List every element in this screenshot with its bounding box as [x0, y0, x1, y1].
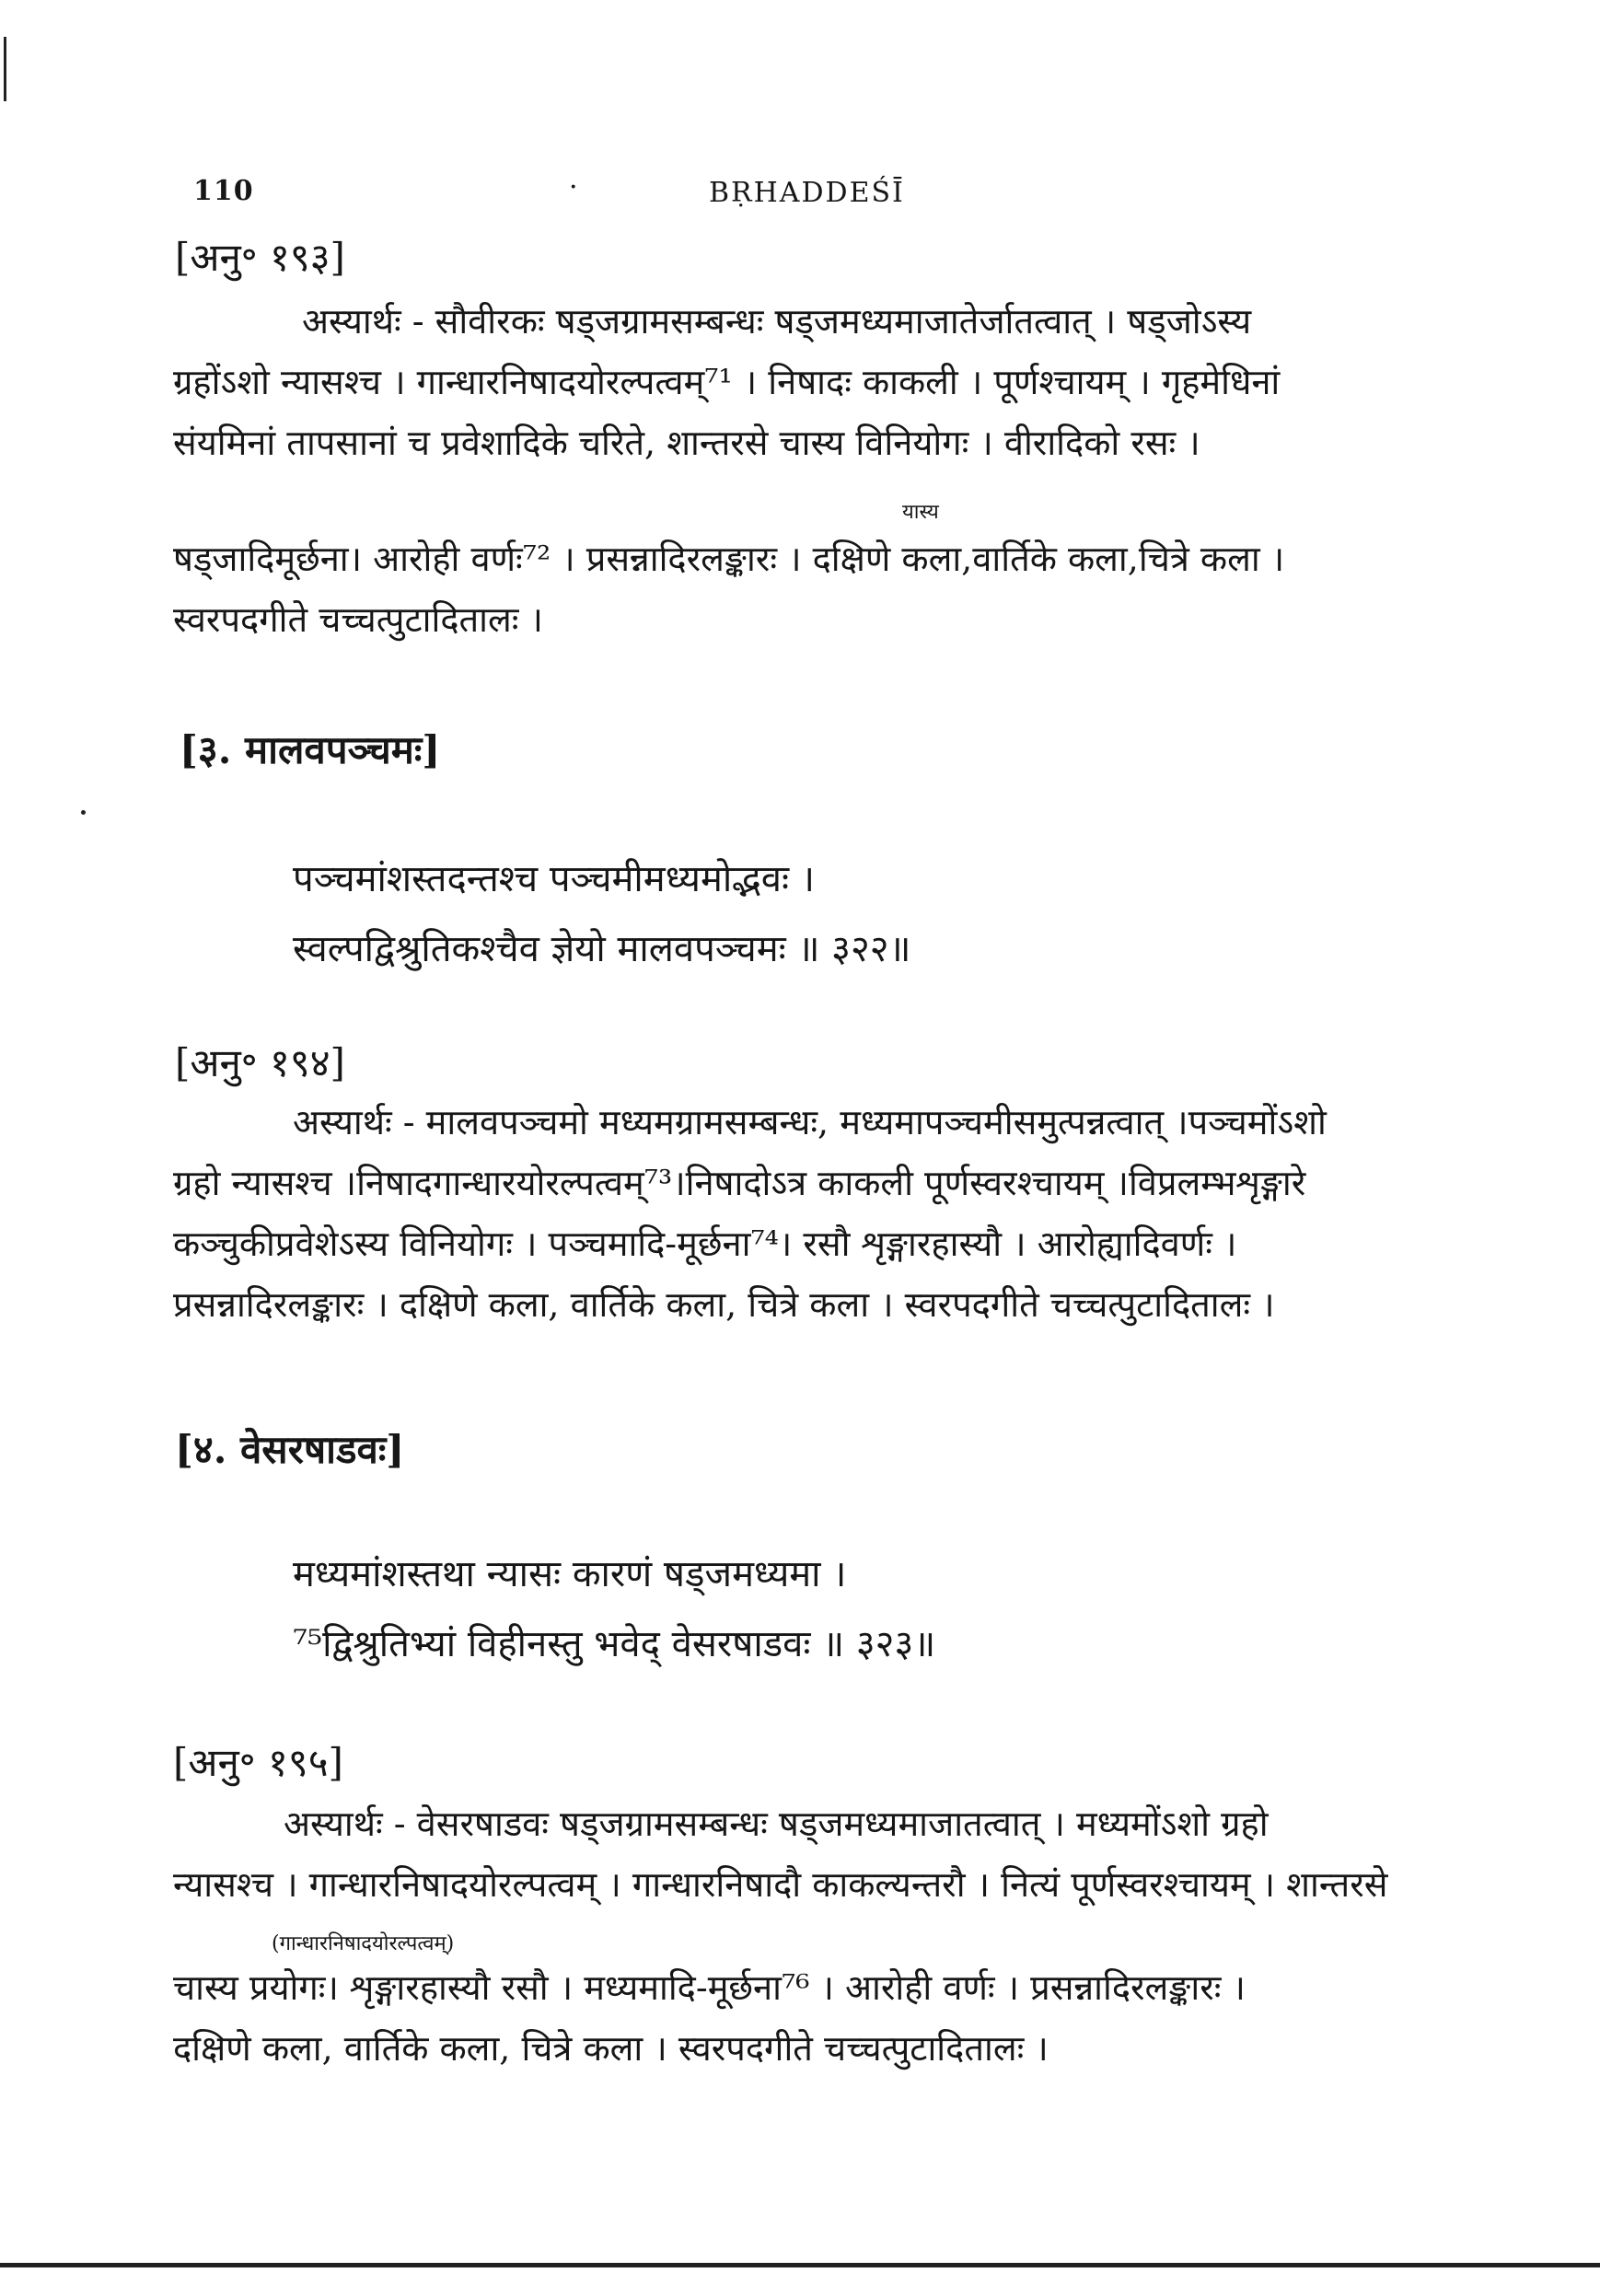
verse-line: मध्यमांशस्तथा न्यासः कारणं षड्जमध्यमा ।: [293, 1553, 847, 1595]
running-title: BṚHADDEŚĪ: [709, 177, 905, 209]
section-heading: [४. वेसरषाडवः]: [175, 1427, 405, 1472]
page-number: 110: [193, 175, 254, 207]
commentary-paragraph: [173, 1803, 1462, 1928]
paragraph-line: चास्य प्रयोगः। शृङ्गारहास्यौ रसौ । मध्यमादि-मूर्छना⁷⁶ । आरोही वर्णः । प्रसन्नादिरलङ्कारः ।: [173, 1967, 1246, 2008]
paragraph-line: न्यासश्च । गान्धारनिषादयोरल्पत्वम् । गान्धारनिषादौ काकल्यन्तरौ । नित्यं पूर्णस्वरश्चायम् । शान्तरसे: [173, 1864, 1388, 1905]
paragraph-line: षड्जादिमूर्छना। आरोही वर्णः⁷² । प्रसन्नादिरलङ्कारः । दक्षिणे कला,वार्तिके कला,चित्रे कला ।: [173, 539, 1285, 579]
paragraph-line: संयमिनां तापसानां च प्रवेशादिके चरिते, शान्तरसे चास्य विनियोगः । वीरादिको रसः ।: [173, 423, 1200, 463]
commentary-paragraph: [173, 541, 1462, 663]
anuccheda-label: [अनु॰ १९५]: [173, 1740, 343, 1785]
verse: [293, 1547, 935, 1687]
interlinear-note: (गान्धारनिषादयोरल्पत्वम्): [272, 1932, 455, 1955]
margin-speck: [4, 37, 6, 101]
paragraph-line: स्वरपदगीते चच्चत्पुटादितालः ।: [173, 599, 543, 640]
commentary-paragraph: [173, 1102, 1462, 1348]
anuccheda-label: [अनु॰ १९४]: [175, 1040, 345, 1085]
paragraph-line: अस्यार्थः - वेसरषाडवः षड्जग्रामसम्बन्धः षड्जमध्यमाजातत्वात् । मध्यमोंऽशो ग्रहो: [284, 1803, 1269, 1844]
commentary-paragraph: [173, 301, 1462, 486]
paragraph-line: कञ्चुकीप्रवेशेऽस्य विनियोगः । पञ्चमादि-मूर्छना⁷⁴। रसौ शृङ्गारहास्यौ । आरोह्यादिवर्णः ।: [173, 1223, 1237, 1264]
paragraph-line: अस्यार्थः - मालवपञ्चमो मध्यमग्रामसम्बन्धः, मध्यमापञ्चमीसमुत्पन्नत्वात् ।पञ्चमोंऽशो: [293, 1102, 1327, 1142]
header-dot: ·: [569, 171, 578, 203]
paragraph-line: ग्रहो न्यासश्च ।निषादगान्धारयोरल्पत्वम्⁷³।निषादोऽत्र काकली पूर्णस्वरश्चायम् ।विप्रलम्भशृङ्गारे: [173, 1163, 1306, 1203]
verse-line: पञ्चमांशस्तदन्तश्च पञ्चमीमध्यमोद्भवः ।: [293, 858, 815, 900]
bottom-scan-edge: [0, 2263, 1600, 2267]
verse-line: ⁷⁵द्विश्रुतिभ्यां विहीनस्तु भवेद् वेसरषाडवः ॥ ३२३॥: [293, 1623, 936, 1665]
anuccheda-label: [अनु॰ १९३]: [175, 235, 345, 280]
section-heading: [३. मालवपञ्चमः]: [180, 727, 441, 772]
commentary-paragraph: [173, 1967, 1462, 2092]
paragraph-line: प्रसन्नादिरलङ्कारः । दक्षिणे कला, वार्तिके कला, चित्रे कला । स्वरपदगीते चच्चत्पुटादितालः ।: [173, 1284, 1275, 1325]
interlinear-note: यास्य: [902, 501, 939, 524]
paragraph-line: ग्रहोंऽशो न्यासश्च । गान्धारनिषादयोरल्पत्वम्⁷¹ । निषादः काकली । पूर्णश्चायम् । गृहमेधिनां: [173, 362, 1281, 402]
verse: [293, 852, 911, 991]
paragraph-line: दक्षिणे कला, वार्तिके कला, चित्रे कला । स्वरपदगीते चच्चत्पुटादितालः ।: [173, 2028, 1049, 2069]
margin-speck: [81, 810, 86, 815]
verse-line: स्वल्पद्विश्रुतिकश्चैव ज्ञेयो मालवपञ्चमः ॥ ३२२॥: [293, 928, 911, 970]
paragraph-line: अस्यार्थः - सौवीरकः षड्जग्रामसम्बन्धः षड्जमध्यमाजातेर्जातत्वात् । षड्जोऽस्य: [302, 301, 1252, 342]
